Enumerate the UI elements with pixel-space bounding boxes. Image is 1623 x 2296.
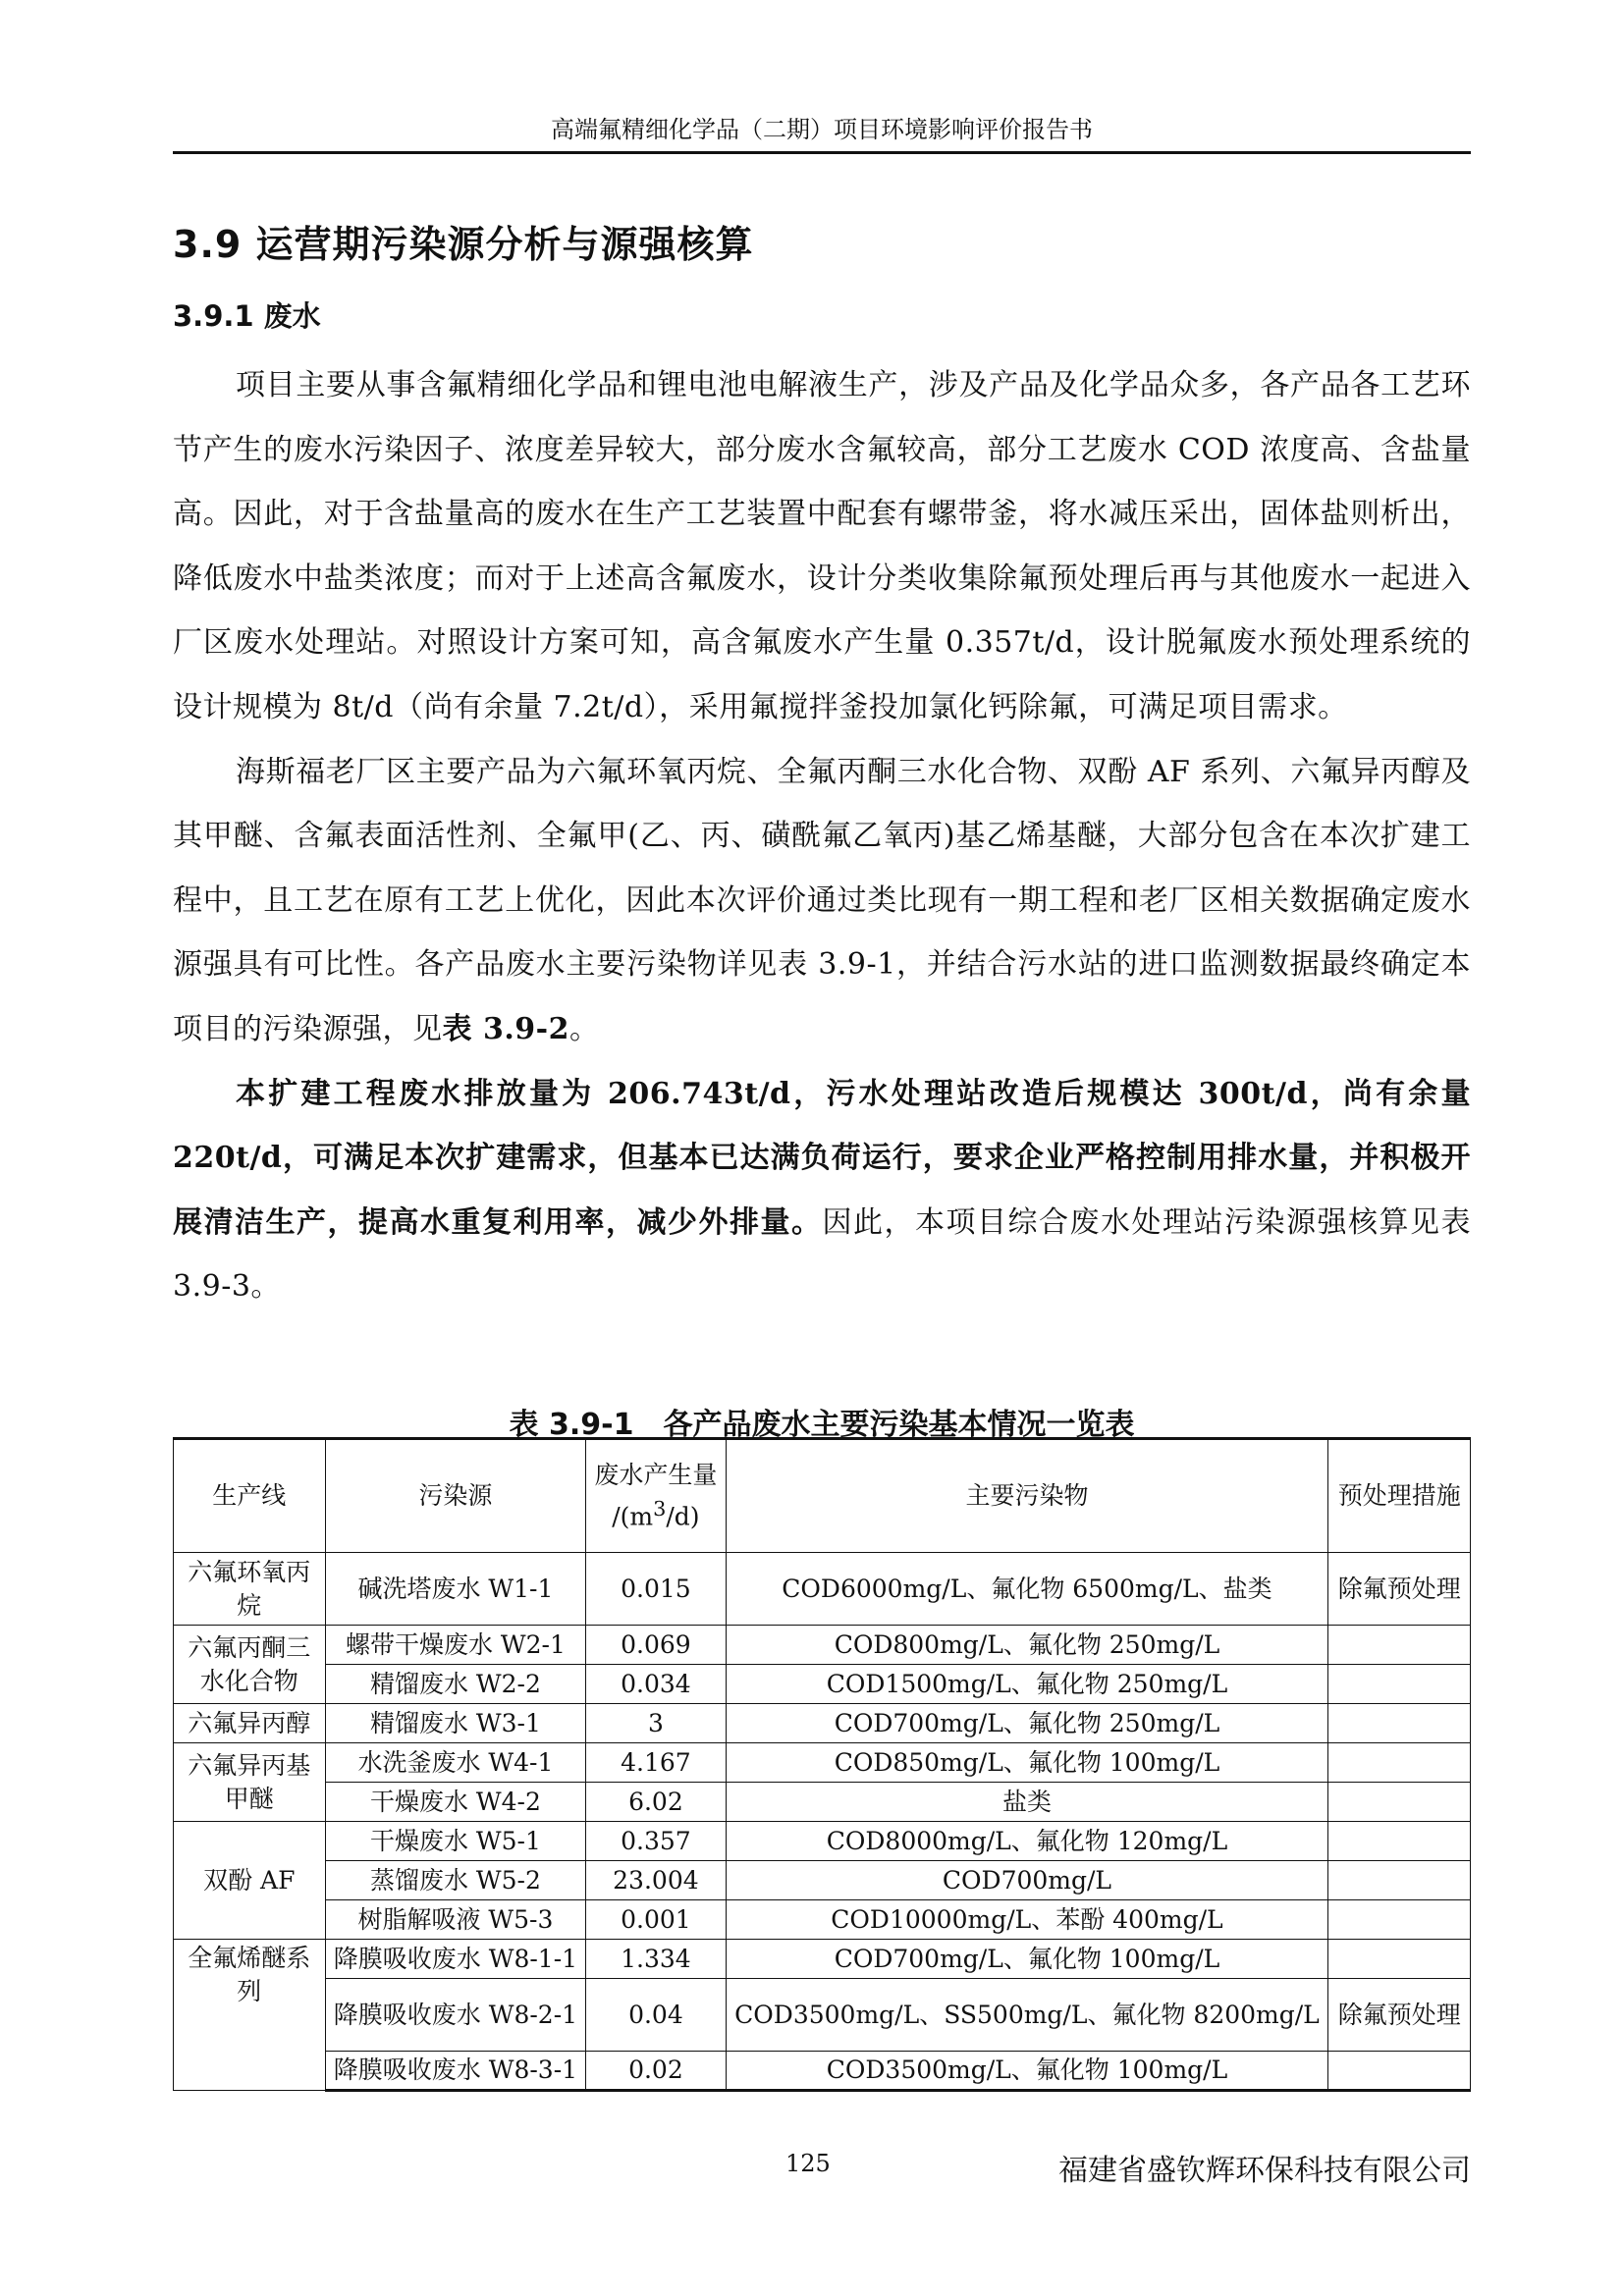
table-header-row bbox=[174, 1439, 1471, 1553]
volume-cell: 0.034 bbox=[586, 1665, 726, 1704]
page-number: 125 bbox=[785, 2150, 831, 2177]
wastewater-table bbox=[173, 1437, 1471, 2092]
footer-company: 福建省盛钦辉环保科技有限公司 bbox=[1058, 2154, 1471, 2188]
header-pollutants: 主要污染物 bbox=[726, 1439, 1328, 1553]
header-volume bbox=[586, 1439, 726, 1553]
volume-cell: 0.357 bbox=[586, 1822, 726, 1861]
pretreat-cell bbox=[1328, 1704, 1471, 1743]
source-cell: 树脂解吸液 W5-3 bbox=[325, 1900, 586, 1940]
pollutants-cell: COD800mg/L、氟化物 250mg/L bbox=[726, 1626, 1328, 1665]
group-cell: 六氟异丙基甲醚 bbox=[174, 1743, 326, 1822]
page-header-title: 高端氟精细化学品（二期）项目环境影响评价报告书 bbox=[551, 116, 1093, 143]
paragraph-2 bbox=[173, 740, 1471, 1062]
paragraph-3-text: 因此，本项目综合废水处理站污染源强核算见表 3.9-3。 bbox=[173, 1204, 1471, 1305]
pretreat-cell bbox=[1328, 1626, 1471, 1665]
pretreat-cell bbox=[1328, 1822, 1471, 1861]
volume-cell: 0.015 bbox=[586, 1553, 726, 1626]
pretreat-cell bbox=[1328, 1940, 1471, 1979]
group-cell: 全氟烯醚系列 bbox=[174, 1940, 326, 2091]
volume-cell: 1.334 bbox=[586, 1940, 726, 1979]
table-row bbox=[174, 2052, 1471, 2091]
pollutants-cell: 盐类 bbox=[726, 1783, 1328, 1822]
source-cell: 降膜吸收废水 W8-1-1 bbox=[325, 1940, 586, 1979]
table-caption: 表 3.9-1 各产品废水主要污染基本情况一览表 bbox=[509, 1408, 1135, 1442]
table-row bbox=[174, 1940, 1471, 1979]
paragraph-2-end: 。 bbox=[568, 1011, 600, 1046]
source-cell: 降膜吸收废水 W8-2-1 bbox=[325, 1979, 586, 2052]
paragraph-3-bold: 本扩建工程废水排放量为 206.743t/d，污水处理站改造后规模达 300t/d，尚有余量 220t/d，可满足本次扩建需求，但基本已达满负荷运行，要求企业严格控制用排水量，并积极开展清洁生产，提高水重复利用率，减少外排量。 bbox=[173, 1076, 1471, 1240]
volume-cell: 0.02 bbox=[586, 2052, 726, 2091]
pretreat-cell bbox=[1328, 1743, 1471, 1783]
pollutants-cell: COD700mg/L、氟化物 100mg/L bbox=[726, 1940, 1328, 1979]
table-row bbox=[174, 1822, 1471, 1861]
pollutants-cell: COD850mg/L、氟化物 100mg/L bbox=[726, 1743, 1328, 1783]
source-cell: 碱洗塔废水 W1-1 bbox=[325, 1553, 586, 1626]
header-volume-unit-a: /(m bbox=[612, 1502, 654, 1531]
pretreat-cell bbox=[1328, 2052, 1471, 2091]
table-row bbox=[174, 1553, 1471, 1626]
pretreat-cell bbox=[1328, 1783, 1471, 1822]
source-cell: 蒸馏废水 W5-2 bbox=[325, 1861, 586, 1900]
pollutants-cell: COD6000mg/L、氟化物 6500mg/L、盐类 bbox=[726, 1553, 1328, 1626]
table-row bbox=[174, 1665, 1471, 1704]
paragraph-1: 项目主要从事含氟精细化学品和锂电池电解液生产，涉及产品及化学品众多，各产品各工艺环节产生的废水污染因子、浓度差异较大，部分废水含氟较高，部分工艺废水 COD 浓度高、含盐量高。因此，对于含盐量高的废水在生产工艺装置中配套有螺带釜，将水减压采出，固体盐则析出，降低废水中盐类浓度；而对于上述高含氟废水，设计分类收集除氟预处理后再与其他废水一起进入厂区废水处理站。对照设计方案可知，高含氟废水产生量 0.357t/d，设计脱氟废水预处理系统的设计规模为 8t/d（尚有余量 7.2t/d），采用氟搅拌釜投加氯化钙除氟，可满足项目需求。 bbox=[173, 368, 1471, 724]
pretreat-cell bbox=[1328, 1665, 1471, 1704]
header-source: 污染源 bbox=[325, 1439, 586, 1553]
pollutants-cell: COD8000mg/L、氟化物 120mg/L bbox=[726, 1822, 1328, 1861]
pollutants-cell: COD700mg/L bbox=[726, 1861, 1328, 1900]
pollutants-cell: COD1500mg/L、氟化物 250mg/L bbox=[726, 1665, 1328, 1704]
pretreat-cell: 除氟预处理 bbox=[1328, 1979, 1471, 2052]
pretreat-cell bbox=[1328, 1900, 1471, 1940]
source-cell: 精馏废水 W3-1 bbox=[325, 1704, 586, 1743]
table-row bbox=[174, 1704, 1471, 1743]
source-cell: 干燥废水 W5-1 bbox=[325, 1822, 586, 1861]
table-row bbox=[174, 1861, 1471, 1900]
volume-cell: 0.001 bbox=[586, 1900, 726, 1940]
volume-cell: 0.069 bbox=[586, 1626, 726, 1665]
volume-cell: 6.02 bbox=[586, 1783, 726, 1822]
header-volume-unit-b: /d) bbox=[666, 1502, 700, 1531]
section-title: 3.9 运营期污染源分析与源强核算 bbox=[173, 223, 754, 266]
pretreat-cell bbox=[1328, 1861, 1471, 1900]
table-row bbox=[174, 1783, 1471, 1822]
source-cell: 降膜吸收废水 W8-3-1 bbox=[325, 2052, 586, 2091]
pollutants-cell: COD3500mg/L、氟化物 100mg/L bbox=[726, 2052, 1328, 2091]
paragraph-2-text: 海斯福老厂区主要产品为六氟环氧丙烷、全氟丙酮三水化合物、双酚 AF 系列、六氟异丙醇及其甲醚、含氟表面活性剂、全氟甲(乙、丙、磺酰氟乙氧丙)基乙烯基醚，大部分包含在本次扩建工程中，且工艺在原有工艺上优化，因此本次评价通过类比现有一期工程和老厂区相关数据确定废水源强具有可比性。各产品废水主要污染物详见表 3.9-1，并结合污水站的进口监测数据最终确定本项目的污染源强，见 bbox=[173, 754, 1471, 1046]
table-row bbox=[174, 1743, 1471, 1783]
pretreat-cell: 除氟预处理 bbox=[1328, 1553, 1471, 1626]
source-cell: 螺带干燥废水 W2-1 bbox=[325, 1626, 586, 1665]
source-cell: 水洗釜废水 W4-1 bbox=[325, 1743, 586, 1783]
pollutants-cell: COD10000mg/L、苯酚 400mg/L bbox=[726, 1900, 1328, 1940]
volume-cell: 23.004 bbox=[586, 1861, 726, 1900]
paragraph-2-table-ref: 表 3.9-2 bbox=[442, 1011, 569, 1046]
body-text bbox=[173, 353, 1471, 1319]
paragraph-3 bbox=[173, 1062, 1471, 1319]
header-divider bbox=[173, 151, 1471, 154]
header-volume-label: 废水产生量 bbox=[594, 1460, 718, 1489]
group-cell: 双酚 AF bbox=[174, 1822, 326, 1940]
group-cell: 六氟异丙醇 bbox=[174, 1704, 326, 1743]
volume-cell: 0.04 bbox=[586, 1979, 726, 2052]
source-cell: 干燥废水 W4-2 bbox=[325, 1783, 586, 1822]
subsection-title: 3.9.1 废水 bbox=[173, 299, 321, 333]
pollutants-cell: COD3500mg/L、SS500mg/L、氟化物 8200mg/L bbox=[726, 1979, 1328, 2052]
group-cell: 六氟丙酮三水化合物 bbox=[174, 1626, 326, 1704]
table-row bbox=[174, 1900, 1471, 1940]
table-row bbox=[174, 1979, 1471, 2052]
table-row bbox=[174, 1626, 1471, 1665]
header-pretreat: 预处理措施 bbox=[1328, 1439, 1471, 1553]
source-cell: 精馏废水 W2-2 bbox=[325, 1665, 586, 1704]
pollutants-cell: COD700mg/L、氟化物 250mg/L bbox=[726, 1704, 1328, 1743]
volume-cell: 3 bbox=[586, 1704, 726, 1743]
header-volume-unit-sup: 3 bbox=[653, 1496, 667, 1521]
header-line: 生产线 bbox=[174, 1439, 326, 1553]
group-cell: 六氟环氧丙烷 bbox=[174, 1553, 326, 1626]
volume-cell: 4.167 bbox=[586, 1743, 726, 1783]
